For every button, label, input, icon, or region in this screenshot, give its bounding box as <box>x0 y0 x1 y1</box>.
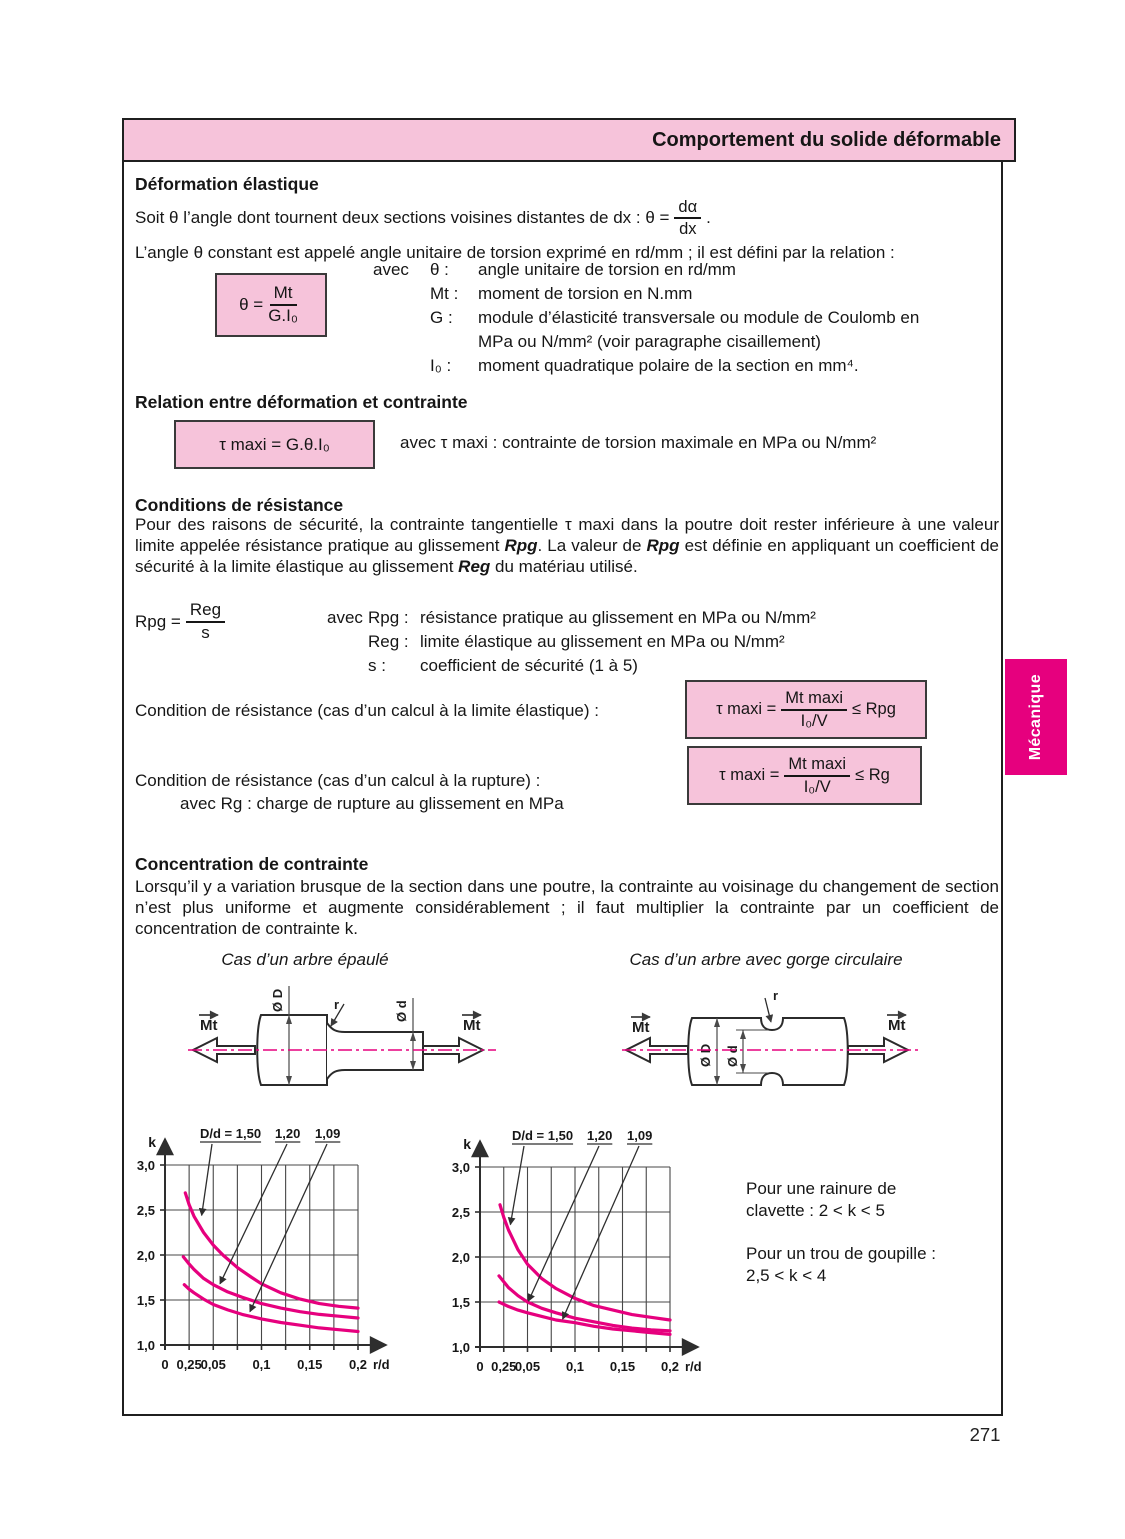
pinhole-note: Pour un trou de goupille : 2,5 < k < 4 <box>746 1244 936 1285</box>
svg-text:k: k <box>463 1136 471 1152</box>
grooved-shaft-diagram <box>608 978 1003 1118</box>
mt-label-left: Mt <box>632 1019 650 1036</box>
param-sym: Mt : <box>430 284 459 303</box>
deformation-param-list <box>373 258 920 378</box>
svg-text:1,20: 1,20 <box>587 1128 613 1143</box>
svg-text:0,1: 0,1 <box>565 1359 585 1374</box>
svg-text:3,0: 3,0 <box>451 1160 470 1175</box>
svg-text:1,5: 1,5 <box>136 1293 155 1308</box>
diameter-d-label: Ø d <box>394 1000 409 1022</box>
param-sym: G : <box>430 308 453 327</box>
param-desc: moment de torsion en N.mm <box>478 284 693 303</box>
section-tab-mecanique: Mécanique <box>1005 659 1067 775</box>
param-desc: limite élastique au glissement en MPa ou N/mm² <box>420 632 785 651</box>
param-sym: Reg : <box>368 632 409 651</box>
svg-text:1,09: 1,09 <box>315 1126 341 1141</box>
deformation-line2: L’angle θ constant est appelé angle unitaire de torsion exprimé en rd/mm ; il est défini par la relation : <box>135 243 895 262</box>
diameter-d-label: Ø d <box>725 1045 740 1067</box>
param-desc: résistance pratique au glissement en MPa ou N/mm² <box>420 608 816 627</box>
svg-text:2,0: 2,0 <box>136 1248 155 1263</box>
avec-label: avec <box>373 260 409 279</box>
caption-grooved-shaft: Cas d’un arbre avec gorge circulaire <box>629 950 903 969</box>
condition1-box: τ maxi = $\frac{\text{Mt maxi}}{\text{I₀/V}}$ ≤ Rpg <box>685 680 927 739</box>
svg-text:1,09: 1,09 <box>627 1128 653 1143</box>
svg-text:0,2: 0,2 <box>348 1357 368 1372</box>
relation-note: avec τ maxi : contrainte de torsion maximale en MPa ou N/mm² <box>400 433 877 452</box>
formula-box-theta: θ = $\frac{Mt}{\text{G.I₀}}$ <box>215 273 327 337</box>
param-desc: module d’élasticité transversale ou module de Coulomb en MPa ou N/mm² (voir paragraphe cisaillement) <box>478 308 920 351</box>
param-desc: moment quadratique polaire de la section en mm⁴. <box>478 356 859 375</box>
svg-text:0: 0 <box>161 1357 169 1372</box>
mt-label-left: Mt <box>200 1017 218 1034</box>
fraction-mtmaxi: $\frac{\text{Mt maxi}}{\text{I₀/V}}$ <box>784 755 850 795</box>
fraction-mt-gi0: $\frac{Mt}{\text{G.I₀}}$ <box>268 283 298 325</box>
svg-text:2,5: 2,5 <box>136 1203 155 1218</box>
groove-leader <box>765 998 771 1022</box>
svg-text:D/d = 1,50: D/d = 1,50 <box>200 1126 262 1141</box>
svg-text:D/d = 1,50: D/d = 1,50 <box>512 1128 574 1143</box>
heading-concentration: Concentration de contrainte <box>135 854 369 874</box>
stress-concentration-chart-grooved <box>435 1118 750 1393</box>
small-diameter-section <box>327 1023 423 1079</box>
concentration-paragraph: Lorsqu’il y a variation brusque de la section dans une poutre, la contrainte au voisinage du changement de section n’est plus uniforme et augmente considérablement ; il faut multiplier la contrainte par un coefficient de concentration de contrainte k. <box>135 877 999 938</box>
svg-text:1,20: 1,20 <box>275 1126 301 1141</box>
caption-shouldered-shaft: Cas d’un arbre épaulé <box>221 950 389 969</box>
svg-text:k: k <box>148 1134 156 1150</box>
svg-text:0,1: 0,1 <box>252 1357 271 1372</box>
svg-text:1,5: 1,5 <box>451 1295 470 1310</box>
param-desc: coefficient de sécurité (1 à 5) <box>420 656 638 675</box>
fraction-mtmaxi: $\frac{\text{Mt maxi}}{\text{I₀/V}}$ <box>781 689 847 729</box>
svg-text:r/d: r/d <box>373 1357 390 1372</box>
svg-text:0,25: 0,25 <box>176 1357 202 1372</box>
svg-text:3,0: 3,0 <box>136 1158 155 1173</box>
condition2-label: Condition de résistance (cas d’un calcul à la rupture) : <box>135 771 541 790</box>
avec-label: avec <box>327 608 363 627</box>
heading-conditions: Conditions de résistance <box>135 495 344 515</box>
svg-text:0,2: 0,2 <box>660 1359 680 1374</box>
svg-text:2,0: 2,0 <box>451 1250 470 1265</box>
param-sym: Rpg : <box>368 608 409 627</box>
keyway-note: Pour une rainure de clavette : 2 < k < 5 <box>746 1179 897 1220</box>
fraction-dalpha-dx: $\frac{d\alpha}{dx}$ <box>674 198 701 238</box>
page-title: Comportement du solide déformable <box>652 128 1001 151</box>
svg-text:0,15: 0,15 <box>297 1357 323 1372</box>
deformation-line1-text: Soit θ l’angle dont tournent deux sections voisines distantes de dx : θ = <box>135 208 670 227</box>
svg-text:1,0: 1,0 <box>451 1340 470 1355</box>
param-sym: θ : <box>430 260 449 279</box>
page-number: 271 <box>969 1424 1001 1445</box>
svg-text:0,05: 0,05 <box>514 1359 541 1374</box>
conditions-param-list <box>327 606 927 678</box>
conditions-paragraph: Pour des raisons de sécurité, la contrainte tangentielle τ maxi dans la poutre doit rester inférieure à une valeur limite appelée résistance pratique au glissement Rpg. La valeur de Rpg est définie en appliquant un coefficient de sécurité à la limite élastique au glissement Reg du matériau utilisé. <box>135 515 999 576</box>
svg-text:r/d: r/d <box>685 1359 702 1374</box>
fillet-radius-label: r <box>334 997 340 1012</box>
formula-box-tau: τ maxi = G.θ.I₀ <box>174 420 375 469</box>
svg-text:0,15: 0,15 <box>609 1359 636 1374</box>
shouldered-shaft-diagram <box>148 978 558 1118</box>
fraction-reg-s: $\frac{\text{Reg}}{s}$ <box>186 601 225 642</box>
heading-deformation: Déformation élastique <box>135 174 319 194</box>
svg-text:0,05: 0,05 <box>200 1357 226 1372</box>
param-sym: I₀ : <box>430 356 452 375</box>
heading-relation: Relation entre déformation et contrainte <box>135 392 468 412</box>
mt-label-right: Mt <box>463 1017 481 1034</box>
svg-text:0: 0 <box>476 1359 484 1374</box>
condition1-label: Condition de résistance (cas d’un calcul à la limite élastique) : <box>135 701 599 720</box>
diameter-D-label: Ø D <box>270 988 285 1012</box>
deformation-line1 <box>135 196 711 240</box>
groove-radius-label: r <box>773 988 779 1003</box>
svg-text:0,25: 0,25 <box>491 1359 517 1374</box>
stress-concentration-chart-shouldered <box>130 1118 435 1393</box>
svg-text:2,5: 2,5 <box>451 1205 470 1220</box>
deformation-line1-period: . <box>706 208 711 227</box>
condition2-box: τ maxi = $\frac{\text{Mt maxi}}{\text{I₀/V}}$ ≤ Rg <box>687 746 922 805</box>
formula-rpg: Rpg = $\frac{\text{Reg}}{s}$ <box>135 597 230 647</box>
page-title-bar <box>122 118 1016 162</box>
condition2-note: avec Rg : charge de rupture au glissement en MPa <box>180 794 564 813</box>
diameter-D-label: Ø D <box>698 1043 713 1067</box>
param-desc: angle unitaire de torsion en rd/mm <box>478 260 736 279</box>
mt-label-right: Mt <box>888 1017 906 1034</box>
svg-text:1,0: 1,0 <box>136 1338 155 1353</box>
param-sym: s : <box>368 656 386 675</box>
